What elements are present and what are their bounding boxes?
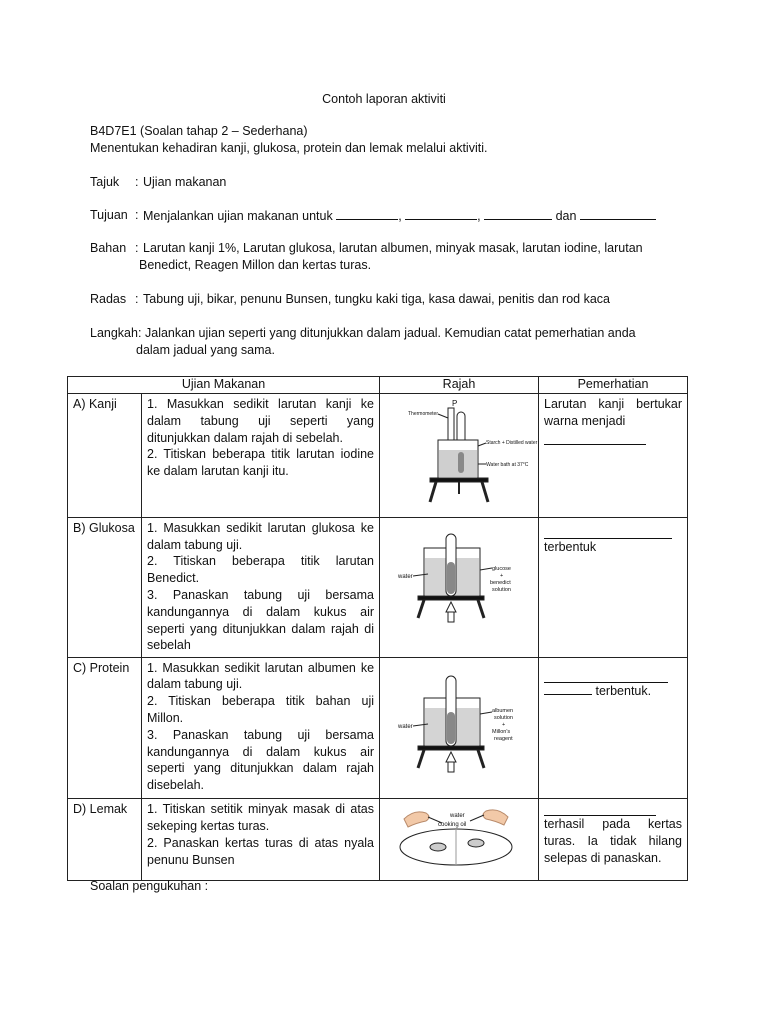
row-figure xyxy=(380,394,539,518)
bahan-line1: Larutan kanji 1%, Larutan glukosa, larutan albumen, minyak masak, larutan iodine, larutan xyxy=(143,241,643,255)
blank-4[interactable] xyxy=(580,208,656,220)
blank-3[interactable] xyxy=(484,208,552,220)
svg-text:Water bath at 37°C: Water bath at 37°C xyxy=(486,462,529,468)
tajuk-row: Tajuk : Ujian makanan xyxy=(90,175,227,189)
tujuan-label: Tujuan xyxy=(90,208,128,222)
svg-text:Millon's: Millon's xyxy=(492,728,511,735)
answer-blank[interactable] xyxy=(544,524,672,539)
row-steps: 1. Masukkan sedikit larutan kanji ke dalam tabung uji seperti yang ditunjukkan dalam rajah di sebelah. 2. Titiskan beberapa titik larutan iodine ke dalam larutan kanji itu. xyxy=(142,394,380,518)
tujuan-dan: dan xyxy=(555,209,577,223)
tujuan-value: Menjalankan ujian makanan untuk xyxy=(143,209,333,223)
langkah-row: Langkah : Jalankan ujian seperti yang ditunjukkan dalam jadual. Kemudian catat pemerhatian anda dalam jadual yang sama. xyxy=(90,326,636,357)
row-figure xyxy=(380,799,539,881)
answer-blank[interactable] xyxy=(544,801,656,816)
row-name: B) Glukosa xyxy=(68,517,142,657)
tajuk-label: Tajuk xyxy=(90,175,120,189)
svg-text:+: + xyxy=(500,572,504,579)
radas-label: Radas xyxy=(90,292,127,306)
glucose-test-diagram xyxy=(380,518,538,652)
header-rajah: Rajah xyxy=(380,377,539,394)
langkah-line1: Jalankan ujian seperti yang ditunjukkan dalam jadual. Kemudian catat pemerhatian anda xyxy=(145,326,636,340)
radas-row: Radas : Tabung uji, bikar, penunu Bunsen, tungku kaki tiga, kasa dawai, penitis dan rod kaca xyxy=(90,292,610,306)
row-observation: terbentuk xyxy=(539,517,688,657)
table-row xyxy=(68,657,688,799)
row-name: A) Kanji xyxy=(68,394,142,518)
langkah-line2: dalam jadual yang sama. xyxy=(136,343,275,357)
row-figure xyxy=(380,517,539,657)
row-name: D) Lemak xyxy=(68,799,142,881)
header-pemerhatian: Pemerhatian xyxy=(539,377,688,394)
header-ujian: Ujian Makanan xyxy=(68,377,380,394)
row-figure xyxy=(380,657,539,799)
svg-text:reagent: reagent xyxy=(494,735,513,742)
food-test-table xyxy=(67,376,688,881)
row-steps: 1. Masukkan sedikit larutan glukosa ke dalam tabung uji. 2. Titiskan beberapa titik larutan Benedict. 3. Panaskan tabung uji bersama kandungannya di dalam kukus air seperti yang ditunjukkan dalam rajah di sebelah xyxy=(142,517,380,657)
table-row xyxy=(68,394,688,518)
blank-1[interactable] xyxy=(336,208,398,220)
svg-text:water: water xyxy=(398,573,413,580)
svg-text:albumen: albumen xyxy=(492,707,514,714)
row-name: C) Protein xyxy=(68,657,142,799)
closing-heading: Soalan pengukuhan : xyxy=(90,879,209,893)
row-steps: 1. Masukkan sedikit larutan albumen ke dalam tabung uji. 2. Titiskan beberapa titik bahan uji Millon. 3. Panaskan tabung uji bersama kandungannya di dalam kukus air seperti yang ditunjukkan dalam rajah disebelah. xyxy=(142,657,380,799)
fig-label-p: P xyxy=(452,399,458,408)
svg-text:glucose: glucose xyxy=(492,565,511,572)
svg-text:Thermometer: Thermometer xyxy=(408,411,439,417)
row-observation: terhasil pada kertas turas. Ia tidak hilang selepas di panaskan. xyxy=(539,799,688,881)
svg-text:solution: solution xyxy=(492,586,511,593)
svg-text:water: water xyxy=(450,813,465,820)
answer-blank[interactable] xyxy=(544,668,668,683)
answer-blank[interactable] xyxy=(544,430,646,445)
aim-text: Menentukan kehadiran kanji, glukosa, protein dan lemak melalui aktiviti. xyxy=(90,141,488,155)
table-row xyxy=(68,517,688,657)
svg-text:cooking oil: cooking oil xyxy=(438,822,467,829)
langkah-label: Langkah xyxy=(90,326,138,340)
bahan-row: Bahan : Larutan kanji 1%, Larutan glukosa, larutan albumen, minyak masak, larutan iodine, larutan Benedict, Reagen Millon dan kertas turas. xyxy=(90,241,643,272)
svg-text:water: water xyxy=(398,723,413,730)
svg-text:+: + xyxy=(502,721,506,728)
answer-blank[interactable] xyxy=(544,683,592,695)
tujuan-row: Tujuan : Menjalankan ujian makanan untuk , , dan xyxy=(90,208,690,224)
bahan-line2: Benedict, Reagen Millon dan kertas turas. xyxy=(139,258,372,272)
svg-text:benedict: benedict xyxy=(490,579,511,586)
bahan-label: Bahan xyxy=(90,241,127,255)
starch-test-diagram xyxy=(380,394,538,512)
radas-value: Tabung uji, bikar, penunu Bunsen, tungku kaki tiga, kasa dawai, penitis dan rod kaca xyxy=(143,292,610,306)
question-code: B4D7E1 (Soalan tahap 2 – Sederhana) xyxy=(90,124,308,138)
svg-text:Starch + Distilled water: Starch + Distilled water xyxy=(486,440,538,446)
row-observation: Larutan kanji bertukar warna menjadi xyxy=(539,394,688,518)
row-steps: 1. Titiskan setitik minyak masak di atas sekeping kertas turas. 2. Panaskan kertas turas di atas nyala penunu Bunsen xyxy=(142,799,380,881)
tajuk-value: Ujian makanan xyxy=(143,175,227,189)
page-title: Contoh laporan aktiviti xyxy=(322,92,446,106)
row-observation: terbentuk. xyxy=(539,657,688,799)
table-row xyxy=(68,799,688,881)
lipid-test-diagram xyxy=(380,799,538,875)
protein-test-diagram xyxy=(380,658,538,794)
blank-2[interactable] xyxy=(405,208,477,220)
svg-text:solution: solution xyxy=(494,714,513,721)
